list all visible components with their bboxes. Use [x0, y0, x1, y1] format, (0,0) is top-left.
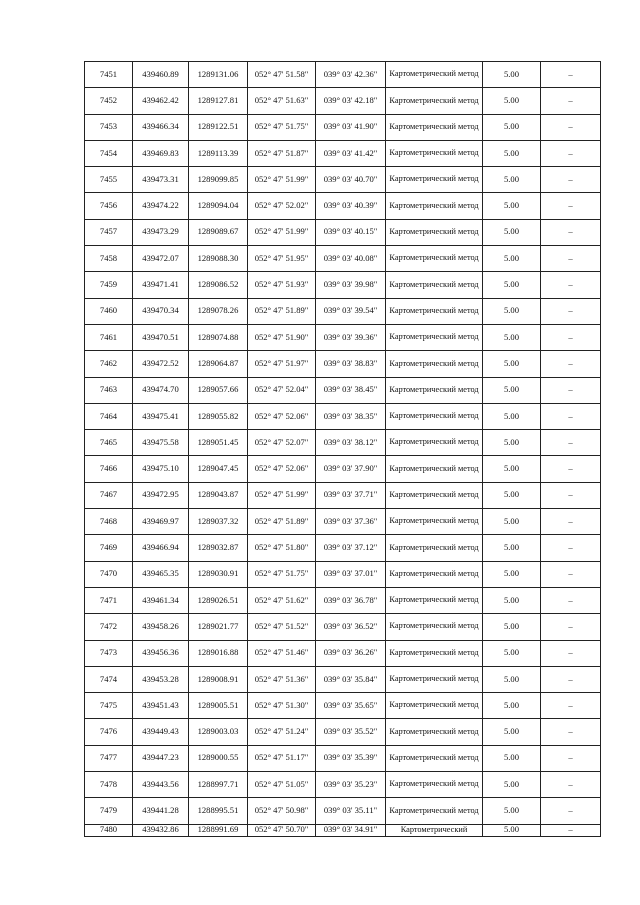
accuracy-cell: 5.00	[483, 719, 541, 745]
latitude-cell: 052° 47' 51.97"	[248, 351, 316, 377]
method-cell: Картометрический метод	[386, 456, 483, 482]
longitude-cell: 039° 03' 35.84"	[316, 666, 386, 692]
accuracy-cell: 5.00	[483, 246, 541, 272]
table-row	[85, 430, 601, 456]
accuracy-cell: 5.00	[483, 798, 541, 824]
point-number-cell: 7453	[85, 114, 133, 140]
note-cell: –	[541, 324, 601, 350]
method-cell: Картометрический метод	[386, 561, 483, 587]
accuracy-cell: 5.00	[483, 193, 541, 219]
x-coordinate-cell: 439474.22	[133, 193, 189, 219]
latitude-cell: 052° 47' 51.36"	[248, 666, 316, 692]
note-cell: –	[541, 167, 601, 193]
y-coordinate-cell: 1288997.71	[189, 772, 248, 798]
method-cell: Картометрический метод	[386, 614, 483, 640]
accuracy-cell: 5.00	[483, 88, 541, 114]
y-coordinate-cell: 1289057.66	[189, 377, 248, 403]
note-cell: –	[541, 693, 601, 719]
note-cell: –	[541, 640, 601, 666]
method-cell: Картометрический метод	[386, 640, 483, 666]
longitude-cell: 039° 03' 40.08"	[316, 246, 386, 272]
table-row	[85, 377, 601, 403]
x-coordinate-cell: 439475.58	[133, 430, 189, 456]
x-coordinate-cell: 439466.94	[133, 535, 189, 561]
y-coordinate-cell: 1289021.77	[189, 614, 248, 640]
method-cell: Картометрический метод	[386, 482, 483, 508]
table-row	[85, 272, 601, 298]
method-cell: Картометрический метод	[386, 772, 483, 798]
latitude-cell: 052° 47' 51.52"	[248, 614, 316, 640]
accuracy-cell: 5.00	[483, 666, 541, 692]
accuracy-cell: 5.00	[483, 114, 541, 140]
x-coordinate-cell: 439453.28	[133, 666, 189, 692]
accuracy-cell: 5.00	[483, 219, 541, 245]
point-number-cell: 7469	[85, 535, 133, 561]
point-number-cell: 7451	[85, 62, 133, 88]
point-number-cell: 7466	[85, 456, 133, 482]
y-coordinate-cell: 1289043.87	[189, 482, 248, 508]
method-cell: Картометрический метод	[386, 114, 483, 140]
longitude-cell: 039° 03' 37.90"	[316, 456, 386, 482]
table-row	[85, 193, 601, 219]
longitude-cell: 039° 03' 37.01"	[316, 561, 386, 587]
y-coordinate-cell: 1289094.04	[189, 193, 248, 219]
x-coordinate-cell: 439447.23	[133, 745, 189, 771]
point-number-cell: 7480	[85, 824, 133, 836]
method-cell: Картометрический метод	[386, 324, 483, 350]
y-coordinate-cell: 1289030.91	[189, 561, 248, 587]
accuracy-cell: 5.00	[483, 535, 541, 561]
method-cell: Картометрический метод	[386, 351, 483, 377]
method-cell: Картометрический метод	[386, 430, 483, 456]
longitude-cell: 039° 03' 40.39"	[316, 193, 386, 219]
x-coordinate-cell: 439470.51	[133, 324, 189, 350]
table-row	[85, 88, 601, 114]
latitude-cell: 052° 47' 51.93"	[248, 272, 316, 298]
longitude-cell: 039° 03' 36.26"	[316, 640, 386, 666]
method-cell: Картометрический метод	[386, 246, 483, 272]
latitude-cell: 052° 47' 51.75"	[248, 114, 316, 140]
method-cell: Картометрический метод	[386, 219, 483, 245]
note-cell: –	[541, 403, 601, 429]
accuracy-cell: 5.00	[483, 351, 541, 377]
note-cell: –	[541, 62, 601, 88]
longitude-cell: 039° 03' 41.42"	[316, 140, 386, 166]
x-coordinate-cell: 439449.43	[133, 719, 189, 745]
method-cell: Картометрический метод	[386, 587, 483, 613]
point-number-cell: 7477	[85, 745, 133, 771]
latitude-cell: 052° 47' 50.70"	[248, 824, 316, 836]
latitude-cell: 052° 47' 51.24"	[248, 719, 316, 745]
note-cell: –	[541, 377, 601, 403]
note-cell: –	[541, 298, 601, 324]
latitude-cell: 052° 47' 51.99"	[248, 167, 316, 193]
table-row	[85, 482, 601, 508]
table-row	[85, 456, 601, 482]
x-coordinate-cell: 439460.89	[133, 62, 189, 88]
point-number-cell: 7457	[85, 219, 133, 245]
point-number-cell: 7470	[85, 561, 133, 587]
note-cell: –	[541, 509, 601, 535]
longitude-cell: 039° 03' 35.11"	[316, 798, 386, 824]
x-coordinate-cell: 439443.56	[133, 772, 189, 798]
point-number-cell: 7461	[85, 324, 133, 350]
point-number-cell: 7465	[85, 430, 133, 456]
accuracy-cell: 5.00	[483, 456, 541, 482]
point-number-cell: 7452	[85, 88, 133, 114]
latitude-cell: 052° 47' 51.80"	[248, 535, 316, 561]
y-coordinate-cell: 1289051.45	[189, 430, 248, 456]
note-cell: –	[541, 140, 601, 166]
table-row	[85, 640, 601, 666]
y-coordinate-cell: 1289005.51	[189, 693, 248, 719]
table-row	[85, 219, 601, 245]
method-cell: Картометрический метод	[386, 298, 483, 324]
table-row	[85, 298, 601, 324]
method-cell: Картометрический метод	[386, 719, 483, 745]
method-cell: Картометрический метод	[386, 535, 483, 561]
x-coordinate-cell: 439462.42	[133, 88, 189, 114]
point-number-cell: 7464	[85, 403, 133, 429]
latitude-cell: 052° 47' 51.30"	[248, 693, 316, 719]
latitude-cell: 052° 47' 51.58"	[248, 62, 316, 88]
note-cell: –	[541, 561, 601, 587]
y-coordinate-cell: 1289008.91	[189, 666, 248, 692]
table-body	[85, 62, 601, 837]
table-row	[85, 62, 601, 88]
y-coordinate-cell: 1289088.30	[189, 246, 248, 272]
point-number-cell: 7478	[85, 772, 133, 798]
longitude-cell: 039° 03' 39.98"	[316, 272, 386, 298]
latitude-cell: 052° 47' 51.89"	[248, 509, 316, 535]
table-row	[85, 587, 601, 613]
x-coordinate-cell: 439441.28	[133, 798, 189, 824]
latitude-cell: 052° 47' 51.99"	[248, 482, 316, 508]
note-cell: –	[541, 246, 601, 272]
note-cell: –	[541, 114, 601, 140]
latitude-cell: 052° 47' 51.99"	[248, 219, 316, 245]
longitude-cell: 039° 03' 42.18"	[316, 88, 386, 114]
accuracy-cell: 5.00	[483, 561, 541, 587]
x-coordinate-cell: 439475.41	[133, 403, 189, 429]
x-coordinate-cell: 439456.36	[133, 640, 189, 666]
method-cell: Картометрический метод	[386, 193, 483, 219]
longitude-cell: 039° 03' 40.70"	[316, 167, 386, 193]
x-coordinate-cell: 439472.95	[133, 482, 189, 508]
x-coordinate-cell: 439472.07	[133, 246, 189, 272]
latitude-cell: 052° 47' 51.90"	[248, 324, 316, 350]
y-coordinate-cell: 1289122.51	[189, 114, 248, 140]
table-row	[85, 535, 601, 561]
note-cell: –	[541, 351, 601, 377]
x-coordinate-cell: 439458.26	[133, 614, 189, 640]
x-coordinate-cell: 439474.70	[133, 377, 189, 403]
accuracy-cell: 5.00	[483, 62, 541, 88]
y-coordinate-cell: 1289037.32	[189, 509, 248, 535]
accuracy-cell: 5.00	[483, 772, 541, 798]
table-row	[85, 561, 601, 587]
accuracy-cell: 5.00	[483, 430, 541, 456]
longitude-cell: 039° 03' 40.15"	[316, 219, 386, 245]
accuracy-cell: 5.00	[483, 640, 541, 666]
latitude-cell: 052° 47' 52.06"	[248, 403, 316, 429]
longitude-cell: 039° 03' 35.39"	[316, 745, 386, 771]
point-number-cell: 7463	[85, 377, 133, 403]
accuracy-cell: 5.00	[483, 272, 541, 298]
longitude-cell: 039° 03' 36.78"	[316, 587, 386, 613]
x-coordinate-cell: 439473.29	[133, 219, 189, 245]
y-coordinate-cell: 1289113.39	[189, 140, 248, 166]
y-coordinate-cell: 1289086.52	[189, 272, 248, 298]
latitude-cell: 052° 47' 52.04"	[248, 377, 316, 403]
table-row	[85, 824, 601, 836]
table-row	[85, 403, 601, 429]
longitude-cell: 039° 03' 37.36"	[316, 509, 386, 535]
note-cell: –	[541, 745, 601, 771]
method-cell: Картометрический метод	[386, 272, 483, 298]
method-cell: Картометрический метод	[386, 403, 483, 429]
point-number-cell: 7468	[85, 509, 133, 535]
longitude-cell: 039° 03' 35.52"	[316, 719, 386, 745]
latitude-cell: 052° 47' 51.75"	[248, 561, 316, 587]
latitude-cell: 052° 47' 51.89"	[248, 298, 316, 324]
method-cell: Картометрический метод	[386, 745, 483, 771]
y-coordinate-cell: 1289099.85	[189, 167, 248, 193]
table-row	[85, 140, 601, 166]
point-number-cell: 7467	[85, 482, 133, 508]
longitude-cell: 039° 03' 35.23"	[316, 772, 386, 798]
latitude-cell: 052° 47' 51.87"	[248, 140, 316, 166]
latitude-cell: 052° 47' 51.46"	[248, 640, 316, 666]
x-coordinate-cell: 439471.41	[133, 272, 189, 298]
note-cell: –	[541, 430, 601, 456]
point-number-cell: 7462	[85, 351, 133, 377]
note-cell: –	[541, 614, 601, 640]
y-coordinate-cell: 1289032.87	[189, 535, 248, 561]
latitude-cell: 052° 47' 51.62"	[248, 587, 316, 613]
accuracy-cell: 5.00	[483, 614, 541, 640]
x-coordinate-cell: 439469.97	[133, 509, 189, 535]
y-coordinate-cell: 1289074.88	[189, 324, 248, 350]
accuracy-cell: 5.00	[483, 403, 541, 429]
x-coordinate-cell: 439472.52	[133, 351, 189, 377]
x-coordinate-cell: 439432.86	[133, 824, 189, 836]
longitude-cell: 039° 03' 36.52"	[316, 614, 386, 640]
accuracy-cell: 5.00	[483, 693, 541, 719]
y-coordinate-cell: 1289047.45	[189, 456, 248, 482]
point-number-cell: 7476	[85, 719, 133, 745]
accuracy-cell: 5.00	[483, 745, 541, 771]
y-coordinate-cell: 1289127.81	[189, 88, 248, 114]
point-number-cell: 7455	[85, 167, 133, 193]
note-cell: –	[541, 824, 601, 836]
longitude-cell: 039° 03' 38.35"	[316, 403, 386, 429]
method-cell: Картометрический метод	[386, 62, 483, 88]
x-coordinate-cell: 439469.83	[133, 140, 189, 166]
x-coordinate-cell: 439473.31	[133, 167, 189, 193]
table-row	[85, 798, 601, 824]
y-coordinate-cell: 1289003.03	[189, 719, 248, 745]
table-row	[85, 246, 601, 272]
x-coordinate-cell: 439451.43	[133, 693, 189, 719]
note-cell: –	[541, 719, 601, 745]
longitude-cell: 039° 03' 38.83"	[316, 351, 386, 377]
table-row	[85, 324, 601, 350]
point-number-cell: 7474	[85, 666, 133, 692]
point-number-cell: 7472	[85, 614, 133, 640]
x-coordinate-cell: 439465.35	[133, 561, 189, 587]
x-coordinate-cell: 439475.10	[133, 456, 189, 482]
point-number-cell: 7473	[85, 640, 133, 666]
method-cell: Картометрический метод	[386, 88, 483, 114]
method-cell: Картометрический метод	[386, 140, 483, 166]
table-row	[85, 351, 601, 377]
y-coordinate-cell: 1289064.87	[189, 351, 248, 377]
longitude-cell: 039° 03' 38.12"	[316, 430, 386, 456]
method-cell: Картометрический метод	[386, 693, 483, 719]
y-coordinate-cell: 1289016.88	[189, 640, 248, 666]
point-number-cell: 7459	[85, 272, 133, 298]
method-cell: Картометрический	[386, 824, 483, 836]
note-cell: –	[541, 456, 601, 482]
longitude-cell: 039° 03' 39.36"	[316, 324, 386, 350]
longitude-cell: 039° 03' 37.12"	[316, 535, 386, 561]
note-cell: –	[541, 88, 601, 114]
note-cell: –	[541, 587, 601, 613]
longitude-cell: 039° 03' 35.65"	[316, 693, 386, 719]
accuracy-cell: 5.00	[483, 377, 541, 403]
point-number-cell: 7456	[85, 193, 133, 219]
y-coordinate-cell: 1289026.51	[189, 587, 248, 613]
x-coordinate-cell: 439466.34	[133, 114, 189, 140]
note-cell: –	[541, 535, 601, 561]
method-cell: Картометрический метод	[386, 509, 483, 535]
note-cell: –	[541, 798, 601, 824]
note-cell: –	[541, 666, 601, 692]
longitude-cell: 039° 03' 42.36"	[316, 62, 386, 88]
note-cell: –	[541, 219, 601, 245]
longitude-cell: 039° 03' 38.45"	[316, 377, 386, 403]
y-coordinate-cell: 1288995.51	[189, 798, 248, 824]
longitude-cell: 039° 03' 34.91"	[316, 824, 386, 836]
y-coordinate-cell: 1289078.26	[189, 298, 248, 324]
point-number-cell: 7454	[85, 140, 133, 166]
coordinates-table	[84, 61, 601, 837]
note-cell: –	[541, 193, 601, 219]
latitude-cell: 052° 47' 52.07"	[248, 430, 316, 456]
table-row	[85, 167, 601, 193]
method-cell: Картометрический метод	[386, 377, 483, 403]
table-row	[85, 772, 601, 798]
accuracy-cell: 5.00	[483, 298, 541, 324]
method-cell: Картометрический метод	[386, 167, 483, 193]
latitude-cell: 052° 47' 52.06"	[248, 456, 316, 482]
point-number-cell: 7471	[85, 587, 133, 613]
method-cell: Картометрический метод	[386, 666, 483, 692]
longitude-cell: 039° 03' 39.54"	[316, 298, 386, 324]
table-row	[85, 693, 601, 719]
table-row	[85, 666, 601, 692]
table-row	[85, 509, 601, 535]
point-number-cell: 7479	[85, 798, 133, 824]
table-row	[85, 614, 601, 640]
accuracy-cell: 5.00	[483, 482, 541, 508]
longitude-cell: 039° 03' 41.90"	[316, 114, 386, 140]
note-cell: –	[541, 772, 601, 798]
accuracy-cell: 5.00	[483, 324, 541, 350]
point-number-cell: 7460	[85, 298, 133, 324]
y-coordinate-cell: 1289131.06	[189, 62, 248, 88]
note-cell: –	[541, 482, 601, 508]
latitude-cell: 052° 47' 52.02"	[248, 193, 316, 219]
table-row	[85, 719, 601, 745]
accuracy-cell: 5.00	[483, 167, 541, 193]
y-coordinate-cell: 1288991.69	[189, 824, 248, 836]
note-cell: –	[541, 272, 601, 298]
accuracy-cell: 5.00	[483, 587, 541, 613]
x-coordinate-cell: 439470.34	[133, 298, 189, 324]
accuracy-cell: 5.00	[483, 509, 541, 535]
point-number-cell: 7475	[85, 693, 133, 719]
accuracy-cell: 5.00	[483, 140, 541, 166]
latitude-cell: 052° 47' 50.98"	[248, 798, 316, 824]
latitude-cell: 052° 47' 51.17"	[248, 745, 316, 771]
y-coordinate-cell: 1289089.67	[189, 219, 248, 245]
latitude-cell: 052° 47' 51.95"	[248, 246, 316, 272]
y-coordinate-cell: 1289055.82	[189, 403, 248, 429]
x-coordinate-cell: 439461.34	[133, 587, 189, 613]
table-row	[85, 745, 601, 771]
method-cell: Картометрический метод	[386, 798, 483, 824]
point-number-cell: 7458	[85, 246, 133, 272]
latitude-cell: 052° 47' 51.05"	[248, 772, 316, 798]
y-coordinate-cell: 1289000.55	[189, 745, 248, 771]
longitude-cell: 039° 03' 37.71"	[316, 482, 386, 508]
table-row	[85, 114, 601, 140]
latitude-cell: 052° 47' 51.63"	[248, 88, 316, 114]
accuracy-cell: 5.00	[483, 824, 541, 836]
